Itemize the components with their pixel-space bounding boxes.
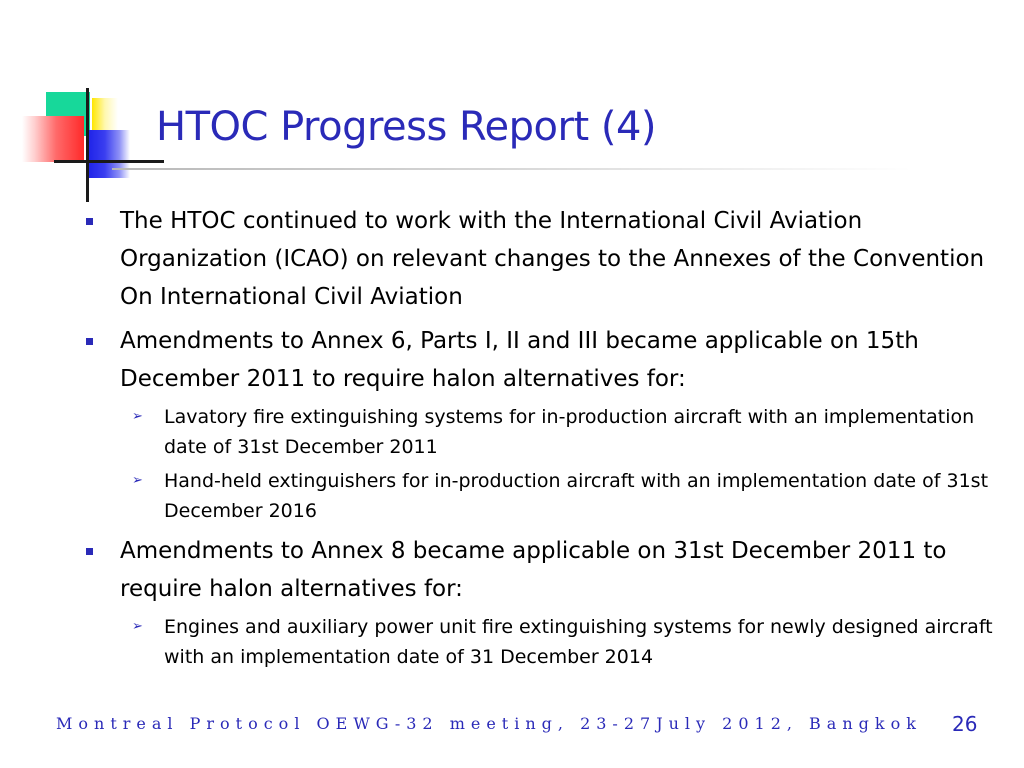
arrow-bullet-icon: ➢: [132, 409, 143, 424]
title-divider: [112, 168, 912, 170]
bullet-item: [80, 532, 1005, 608]
logo-blue-square: [88, 130, 130, 178]
sub-bullet-text: Lavatory fire extinguishing systems for in-production aircraft with an implementation date of 31st December 2011: [164, 406, 975, 458]
bullet-text: Amendments to Annex 6, Parts I, II and III became applicable on 15th December 2011 to require halon alternatives for:: [120, 328, 919, 392]
sub-bullet-item: [80, 612, 1005, 672]
logo-horizontal-line: [54, 160, 164, 163]
slide-title: HTOC Progress Report (4): [156, 104, 657, 150]
square-bullet-icon: [86, 548, 93, 555]
logo-vertical-line: [86, 88, 89, 202]
slide-content: [80, 202, 1005, 672]
logo-yellow-square: [92, 98, 118, 134]
sub-bullet-item: [80, 466, 1005, 526]
sub-bullet-item: [80, 402, 1005, 462]
square-bullet-icon: [86, 218, 93, 225]
logo-red-square: [22, 116, 84, 162]
arrow-bullet-icon: ➢: [132, 619, 143, 634]
sub-bullet-text: Engines and auxiliary power unit fire extinguishing systems for newly designed aircraft with an implementation date of 31 December 2014: [164, 616, 993, 668]
sub-bullet-text: Hand-held extinguishers for in-production aircraft with an implementation date of 31st December 2016: [164, 470, 989, 522]
page-number: 26: [952, 712, 978, 736]
slide-logo: [0, 0, 150, 210]
bullet-text: The HTOC continued to work with the International Civil Aviation Organization (ICAO) on relevant changes to the Annexes of the Convention On International Civil Aviation: [120, 208, 985, 310]
slide-footer: Montreal Protocol OEWG-32 meeting, 23-27July 2012, Bangkok: [56, 714, 922, 733]
square-bullet-icon: [86, 338, 93, 345]
bullet-text: Amendments to Annex 8 became applicable on 31st December 2011 to require halon alternatives for:: [120, 538, 947, 602]
bullet-item: [80, 322, 1005, 398]
arrow-bullet-icon: ➢: [132, 473, 143, 488]
bullet-item: [80, 202, 1005, 316]
